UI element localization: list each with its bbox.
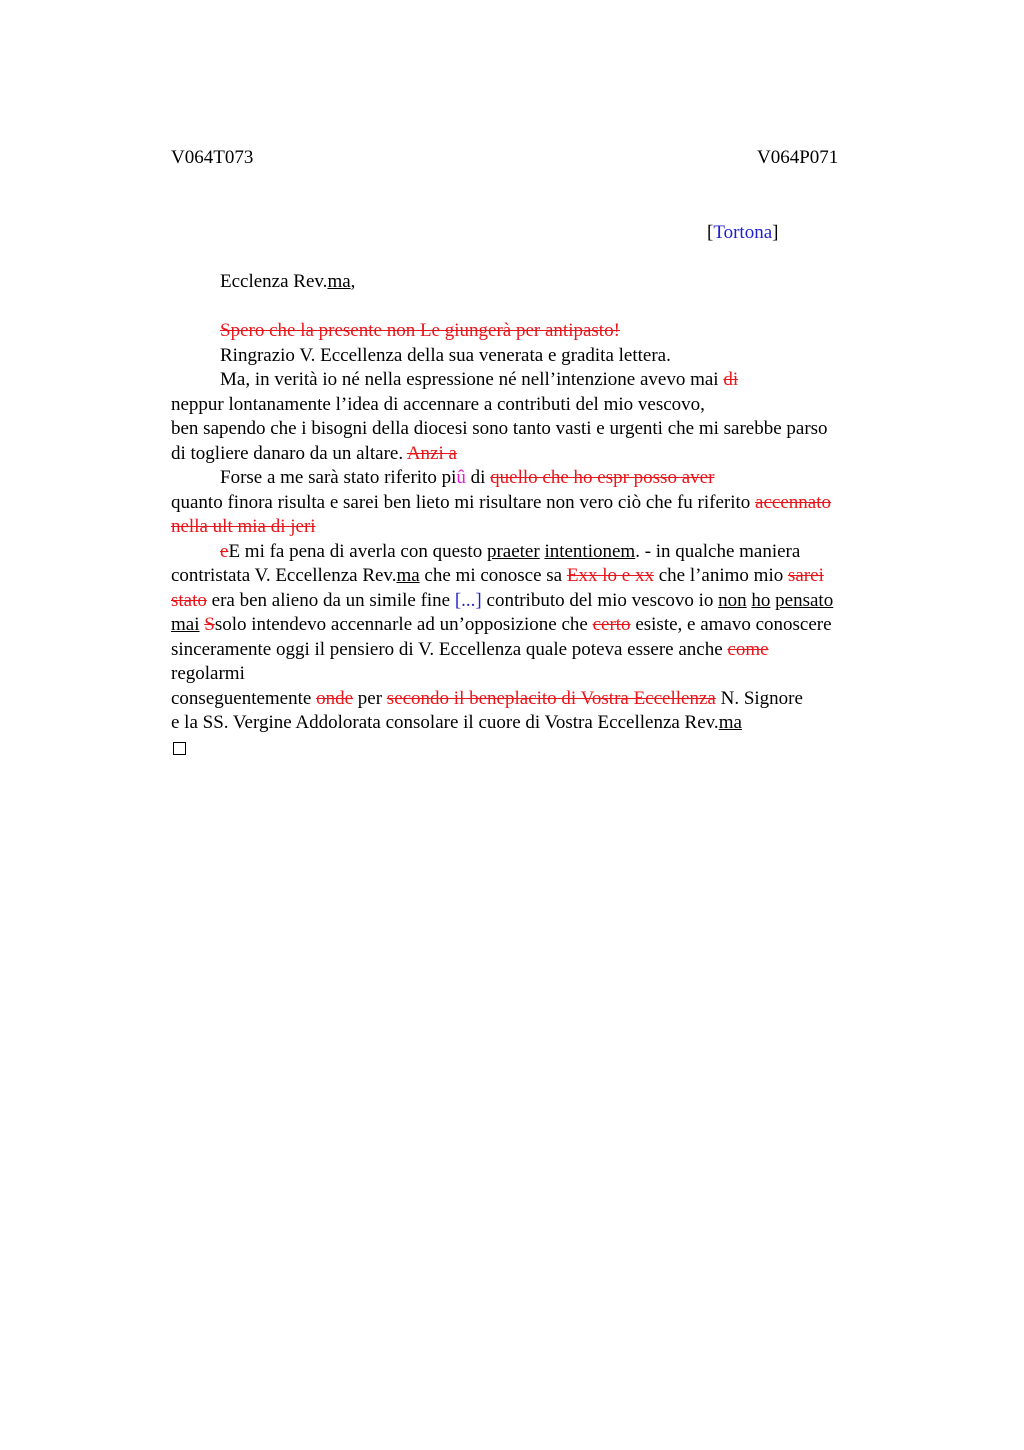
- editorial-gap: [...]: [454, 589, 482, 611]
- text-line-15: regolarmi: [171, 663, 245, 684]
- text-line-4: neppur lontanamente l’idea di accennare a contributi del mio vescovo,: [171, 393, 705, 415]
- place-bracket-open: [: [707, 222, 714, 243]
- text-line-1: [171, 319, 891, 344]
- text-line-5: ben sapendo che i bisogni della diocesi sono tanto vasti e urgenti che mi sarebbe parso: [171, 418, 828, 439]
- text-line-16: conseguentemente onde per secondo il beneplacito di Vostra Eccellenza N. Signore: [171, 687, 803, 709]
- text-line-2: Ringrazio V. Eccellenza della sua venerata e gradita lettera.: [220, 344, 671, 366]
- text-line-3: Ma, in verità io né nella espressione né nell’intenzione avevo mai di: [220, 369, 739, 390]
- deleted-text: di: [723, 369, 739, 390]
- deleted-text: e: [220, 540, 229, 562]
- deleted-text: Exx lo e xx: [566, 565, 654, 586]
- document-code-left: V064T073: [171, 147, 254, 168]
- text-line-6: di togliere danaro da un altare. Anzi a: [171, 442, 457, 464]
- inserted-text: û: [456, 467, 466, 488]
- deleted-text: sarei: [787, 565, 824, 586]
- place-bracket-close: ]: [772, 222, 779, 243]
- deleted-text: Anzi a: [406, 442, 457, 464]
- document-code-right: V064P071: [757, 147, 839, 168]
- salutation: Ecclenza Rev.ma,: [220, 271, 356, 292]
- place-annotation: [707, 222, 778, 244]
- deleted-text: onde: [316, 687, 354, 709]
- deleted-text: S: [204, 614, 215, 635]
- deleted-text: accennato: [755, 491, 831, 513]
- blank-line: [171, 295, 891, 320]
- deleted-text: come: [727, 638, 769, 660]
- text-line-7: Forse a me sarà stato riferito piû di quello che ho espr posso aver: [220, 467, 715, 488]
- text-line-14: sinceramente oggi il pensiero di V. Eccellenza quale poteva essere anche come: [171, 638, 769, 660]
- deleted-text: Spero che la presente non Le giungerà per antipasto!: [220, 320, 620, 341]
- text-line-9: [171, 515, 891, 540]
- deleted-text: quello che ho espr posso aver: [490, 467, 715, 488]
- text-line-12: stato era ben alieno da un simile fine [...] contributo del mio vescovo io non ho pensato: [171, 589, 834, 611]
- end-marker-line: [171, 736, 891, 761]
- deleted-text: nella ult mia di jeri: [171, 516, 316, 537]
- letter-body: [171, 270, 891, 760]
- text-line-13: mai Ssolo intendevo accennarle ad un’opposizione che certo esiste, e amavo conoscere: [171, 614, 832, 635]
- place-name: Tortona: [713, 222, 773, 243]
- deleted-text: certo: [592, 614, 631, 635]
- text-line-8: quanto finora risulta e sarei ben lieto mi risultare non vero ciò che fu riferito accennato: [171, 491, 831, 513]
- square-box-icon: [173, 742, 186, 755]
- text-line-11: contristata V. Eccellenza Rev.ma che mi conosce sa Exx lo e xx che l’animo mio sarei: [171, 565, 824, 586]
- text-line-10: eE mi fa pena di averla con questo praeter intentionem. - in qualche maniera: [220, 540, 801, 562]
- text-line-17: e la SS. Vergine Addolorata consolare il cuore di Vostra Eccellenza Rev.ma: [171, 712, 742, 733]
- deleted-text: stato: [171, 589, 207, 611]
- deleted-text: secondo il beneplacito di Vostra Eccellenza: [386, 687, 716, 709]
